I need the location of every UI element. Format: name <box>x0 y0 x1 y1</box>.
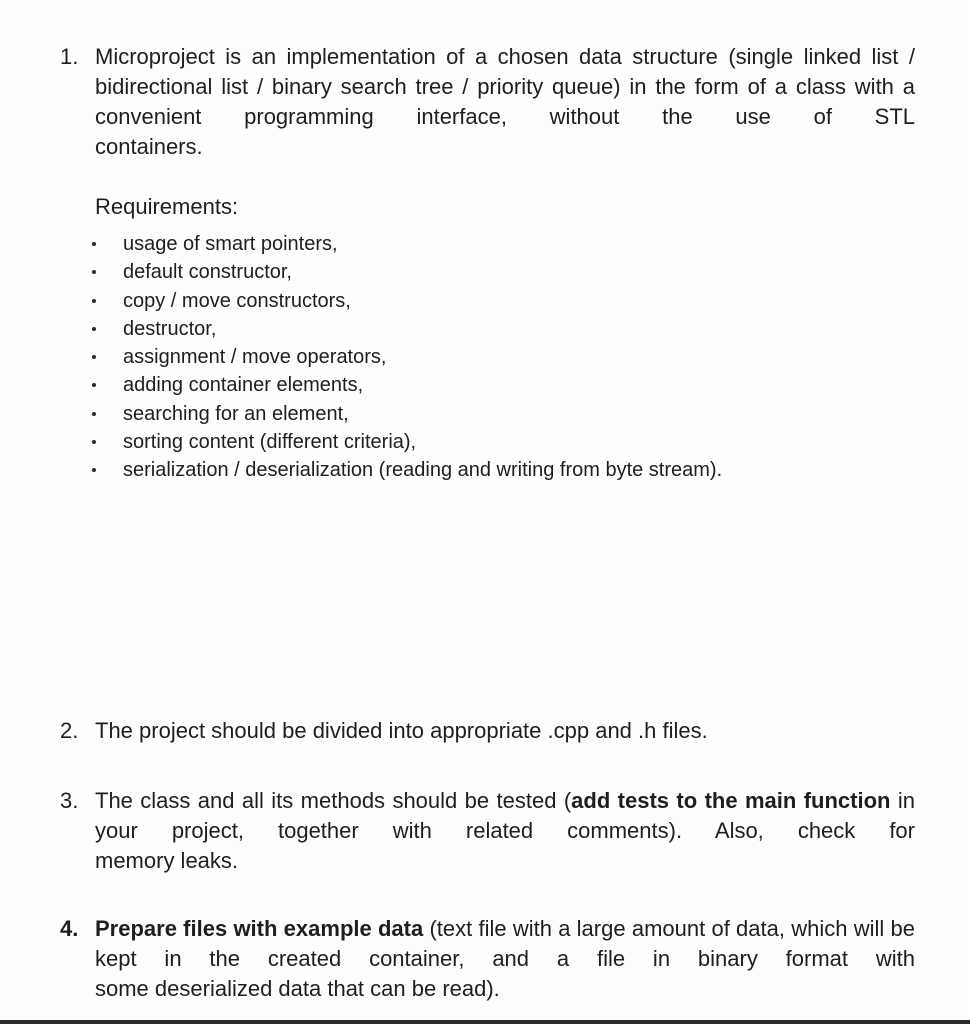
item-1-line: containers. <box>95 134 203 159</box>
bullet-icon <box>92 299 96 303</box>
item-1-line: class with a convenient programming interface, without the use of STL <box>95 74 915 129</box>
item-3-text: The class and all its methods should be tested (add tests to the main function in your project, together with related comments). Also, check for memory leaks. <box>95 788 915 873</box>
bullet-icon <box>92 412 96 416</box>
requirements-heading: Requirements: <box>95 194 239 219</box>
bullet-icon <box>92 270 96 274</box>
item-1-line: Microproject is an implementation of a chosen data structure (single linked <box>95 44 862 69</box>
requirement-item: default constructor, <box>88 258 722 286</box>
bullet-icon <box>92 327 96 331</box>
requirement-item: usage of smart pointers, <box>88 230 722 258</box>
bullet-icon <box>92 355 96 359</box>
item-3-bold: function <box>803 788 891 813</box>
bullet-icon <box>92 383 96 387</box>
bullet-icon <box>92 440 96 444</box>
bullet-icon <box>92 242 96 246</box>
requirement-item: destructor, <box>88 315 722 343</box>
item-1-number: 1. <box>60 44 79 69</box>
requirement-item: sorting content (different criteria), <box>88 428 722 456</box>
requirement-item: searching for an element, <box>88 400 722 428</box>
requirement-item: assignment / move operators, <box>88 343 722 371</box>
item-4-text: Prepare files with example data (text file with a large amount of data, which will be kept in the created container, and a file in binary format with some deserialized data that can be read). <box>95 916 915 1001</box>
item-1-line: list / bidirectional list / binary search tree / priority queue) in the form of a <box>95 44 915 99</box>
requirement-item: serialization / deserialization (reading and writing from byte stream). <box>88 456 722 484</box>
requirements-list <box>88 230 722 485</box>
requirement-item: adding container elements, <box>88 371 722 399</box>
item-2-text: The project should be divided into appropriate .cpp and .h files. <box>95 718 708 743</box>
item-1-text <box>95 42 915 162</box>
item-2-number: 2. <box>60 718 79 743</box>
item-4-bold: Prepare files with example data <box>95 916 424 941</box>
item-3-bold: add tests to the main <box>571 788 797 813</box>
bullet-icon <box>92 468 96 472</box>
item-3-number: 3. <box>60 788 79 813</box>
requirement-item: copy / move constructors, <box>88 287 722 315</box>
item-4-number: 4. <box>60 916 79 941</box>
bottom-border <box>0 1020 970 1024</box>
